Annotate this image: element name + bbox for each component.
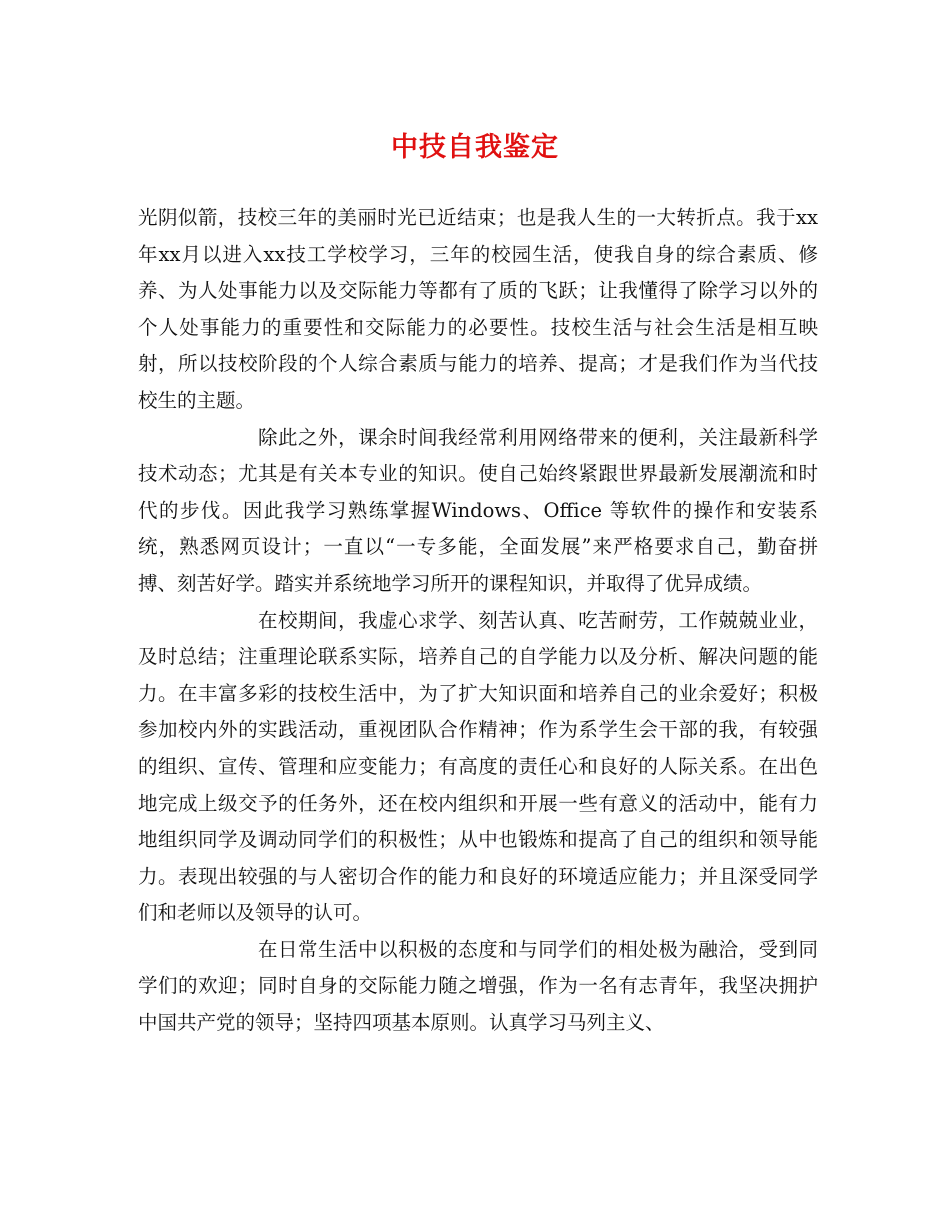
document-body [138,200,818,1042]
paragraph-school-activities: 在校期间，我虚心求学、刻苦认真、吃苦耐劳，工作兢兢业业，及时总结；注重理论联系实际，培养自己的自学能力以及分析、解决问题的能力。在丰富多彩的技校生活中，为了扩大知识面和培养自己的业余爱好；积极参加校内外的实践活动，重视团队合作精神；作为系学生会干部的我，有较强的组织、宣传、管理和应变能力；有高度的责任心和良好的人际关系。在出色地完成上级交予的任务外，还在校内组织和开展一些有意义的活动中，能有力地组织同学及调动同学们的积极性；从中也锻炼和提高了自己的组织和领导能力。表现出较强的与人密切合作的能力和良好的环境适应能力；并且深受同学们和老师以及领导的认可。 [138,608,818,925]
paragraph-skills: 除此之外，课余时间我经常利用网络带来的便利，关注最新科学技术动态；尤其是有关本专业的知识。使自己始终紧跟世界最新发展潮流和时代的步伐。因此我学习熟练掌握Windows、Office 等软件的操作和安装系统，熟悉网页设计；一直以“一专多能，全面发展”来严格要求自己，勤奋拼搏、刻苦好学。踏实并系统地学习所开的课程知识，并取得了优异成绩。 [138,425,818,595]
paragraph-daily-life: 在日常生活中以积极的态度和与同学们的相处极为融洽，受到同学们的欢迎；同时自身的交际能力随之增强，作为一名有志青年，我坚决拥护中国共产党的领导；坚持四项基本原则。认真学习马列主义、 [138,937,818,1035]
document-title: 中技自我鉴定 [391,132,559,163]
paragraph-intro: 光阴似箭，技校三年的美丽时光已近结束；也是我人生的一大转折点。我于xx年xx月以进入xx技工学校学习，三年的校园生活，使我自身的综合素质、修养、为人处事能力以及交际能力等都有了质的飞跃；让我懂得了除学习以外的个人处事能力的重要性和交际能力的必要性。技校生活与社会生活是相互映射，所以技校阶段的个人综合素质与能力的培养、提高；才是我们作为当代技校生的主题。 [138,206,818,412]
